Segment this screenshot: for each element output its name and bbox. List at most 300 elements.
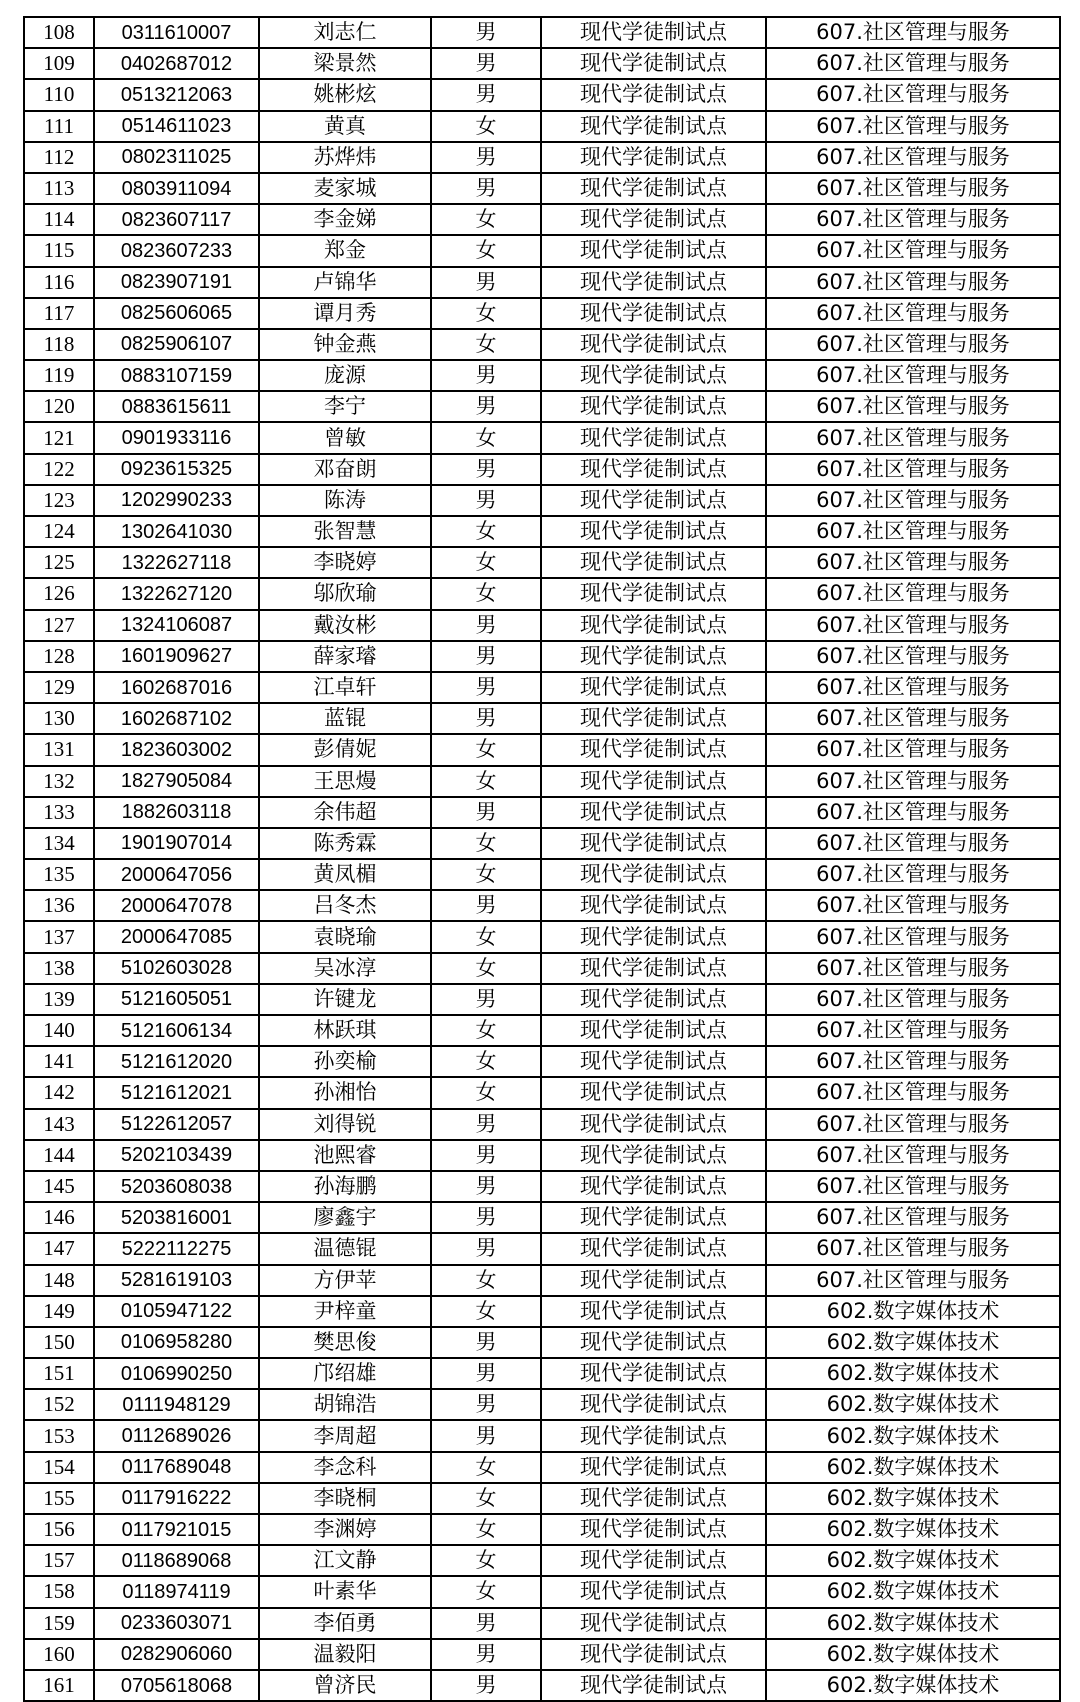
gender-cell: 男 [431,142,541,173]
student-name-cell: 林跃琪 [259,1015,431,1046]
student-name-cell: 邝绍雄 [259,1358,431,1389]
row-number-cell: 151 [24,1358,94,1389]
major-cell: 607.社区管理与服务 [766,953,1060,984]
major-cell: 607.社区管理与服务 [766,204,1060,235]
program-type-cell: 现代学徒制试点 [541,547,766,578]
major-cell: 607.社区管理与服务 [766,984,1060,1015]
major-cell: 607.社区管理与服务 [766,797,1060,828]
student-name-cell: 李念科 [259,1452,431,1483]
program-type-cell: 现代学徒制试点 [541,1265,766,1296]
student-id-cell: 1324106087 [94,610,259,641]
student-name-cell: 梁景然 [259,48,431,79]
gender-cell: 女 [431,828,541,859]
major-cell: 607.社区管理与服务 [766,921,1060,952]
student-id-cell: 0803911094 [94,173,259,204]
gender-cell: 男 [431,610,541,641]
gender-cell: 女 [431,111,541,142]
table-row [24,703,1060,734]
program-type-cell: 现代学徒制试点 [541,454,766,485]
row-number-cell: 148 [24,1265,94,1296]
table-row [24,828,1060,859]
gender-cell: 女 [431,1265,541,1296]
table-row [24,1358,1060,1389]
student-name-cell: 苏烨炜 [259,142,431,173]
row-number-cell: 118 [24,329,94,360]
major-cell: 607.社区管理与服务 [766,360,1060,391]
student-id-cell: 1601909627 [94,641,259,672]
student-id-cell: 0923615325 [94,454,259,485]
program-type-cell: 现代学徒制试点 [541,79,766,110]
student-id-cell: 0106990250 [94,1358,259,1389]
gender-cell: 男 [431,1358,541,1389]
student-id-cell: 0883107159 [94,360,259,391]
program-type-cell: 现代学徒制试点 [541,1202,766,1233]
row-number-cell: 124 [24,516,94,547]
row-number-cell: 128 [24,641,94,672]
table-row [24,766,1060,797]
row-number-cell: 160 [24,1639,94,1670]
student-name-cell: 曾济民 [259,1670,431,1701]
table-row [24,1389,1060,1420]
table-row [24,1296,1060,1327]
row-number-cell: 111 [24,111,94,142]
program-type-cell: 现代学徒制试点 [541,142,766,173]
gender-cell: 男 [431,672,541,703]
gender-cell: 女 [431,1514,541,1545]
gender-cell: 男 [431,1608,541,1639]
program-type-cell: 现代学徒制试点 [541,1046,766,1077]
student-id-cell: 5121606134 [94,1015,259,1046]
major-cell: 607.社区管理与服务 [766,828,1060,859]
table-row [24,485,1060,516]
gender-cell: 男 [431,703,541,734]
program-type-cell: 现代学徒制试点 [541,391,766,422]
table-row [24,1015,1060,1046]
program-type-cell: 现代学徒制试点 [541,1389,766,1420]
program-type-cell: 现代学徒制试点 [541,1171,766,1202]
table-row [24,672,1060,703]
major-cell: 607.社区管理与服务 [766,1140,1060,1171]
major-cell: 607.社区管理与服务 [766,1171,1060,1202]
student-name-cell: 钟金燕 [259,329,431,360]
gender-cell: 男 [431,1420,541,1451]
program-type-cell: 现代学徒制试点 [541,703,766,734]
major-cell: 607.社区管理与服务 [766,516,1060,547]
program-type-cell: 现代学徒制试点 [541,111,766,142]
table-row [24,610,1060,641]
major-cell: 607.社区管理与服务 [766,1015,1060,1046]
major-cell: 602.数字媒体技术 [766,1358,1060,1389]
table-row [24,111,1060,142]
program-type-cell: 现代学徒制试点 [541,204,766,235]
student-id-cell: 1901907014 [94,828,259,859]
student-name-cell: 李金娣 [259,204,431,235]
major-cell: 607.社区管理与服务 [766,454,1060,485]
major-cell: 607.社区管理与服务 [766,890,1060,921]
student-name-cell: 王思熳 [259,766,431,797]
table-row [24,422,1060,453]
major-cell: 607.社区管理与服务 [766,298,1060,329]
program-type-cell: 现代学徒制试点 [541,267,766,298]
table-row [24,267,1060,298]
major-cell: 602.数字媒体技术 [766,1389,1060,1420]
table-row [24,1452,1060,1483]
student-name-cell: 郑金 [259,235,431,266]
student-name-cell: 黄凤楣 [259,859,431,890]
program-type-cell: 现代学徒制试点 [541,1358,766,1389]
major-cell: 607.社区管理与服务 [766,547,1060,578]
student-name-cell: 樊思俊 [259,1327,431,1358]
student-name-cell: 吕冬杰 [259,890,431,921]
student-name-cell: 江文静 [259,1545,431,1576]
gender-cell: 男 [431,1327,541,1358]
program-type-cell: 现代学徒制试点 [541,1109,766,1140]
student-roster-table [23,16,1061,1702]
major-cell: 607.社区管理与服务 [766,1109,1060,1140]
student-id-cell: 0106958280 [94,1327,259,1358]
row-number-cell: 132 [24,766,94,797]
student-id-cell: 1302641030 [94,516,259,547]
table-row [24,1670,1060,1701]
gender-cell: 女 [431,921,541,952]
table-row [24,48,1060,79]
student-id-cell: 5202103439 [94,1140,259,1171]
major-cell: 607.社区管理与服务 [766,578,1060,609]
program-type-cell: 现代学徒制试点 [541,1327,766,1358]
row-number-cell: 122 [24,454,94,485]
program-type-cell: 现代学徒制试点 [541,329,766,360]
student-id-cell: 0823607233 [94,235,259,266]
gender-cell: 男 [431,173,541,204]
gender-cell: 男 [431,360,541,391]
student-name-cell: 庞源 [259,360,431,391]
program-type-cell: 现代学徒制试点 [541,797,766,828]
table-row [24,641,1060,672]
row-number-cell: 121 [24,422,94,453]
table-row [24,360,1060,391]
gender-cell: 男 [431,641,541,672]
major-cell: 607.社区管理与服务 [766,1202,1060,1233]
student-name-cell: 陈涛 [259,485,431,516]
major-cell: 607.社区管理与服务 [766,422,1060,453]
table-row [24,797,1060,828]
major-cell: 607.社区管理与服务 [766,672,1060,703]
table-row [24,17,1060,48]
gender-cell: 男 [431,890,541,921]
student-name-cell: 谭月秀 [259,298,431,329]
major-cell: 607.社区管理与服务 [766,142,1060,173]
table-row [24,391,1060,422]
student-id-cell: 2000647085 [94,921,259,952]
table-row [24,329,1060,360]
gender-cell: 女 [431,547,541,578]
student-name-cell: 叶素华 [259,1576,431,1607]
row-number-cell: 152 [24,1389,94,1420]
row-number-cell: 134 [24,828,94,859]
student-id-cell: 5102603028 [94,953,259,984]
row-number-cell: 116 [24,267,94,298]
program-type-cell: 现代学徒制试点 [541,173,766,204]
student-id-cell: 0118974119 [94,1576,259,1607]
gender-cell: 男 [431,391,541,422]
program-type-cell: 现代学徒制试点 [541,859,766,890]
table-row [24,1265,1060,1296]
table-row [24,454,1060,485]
gender-cell: 女 [431,422,541,453]
student-name-cell: 李渊婷 [259,1514,431,1545]
student-name-cell: 余伟超 [259,797,431,828]
student-name-cell: 温德锟 [259,1233,431,1264]
student-id-cell: 5203608038 [94,1171,259,1202]
student-id-cell: 2000647056 [94,859,259,890]
gender-cell: 女 [431,1296,541,1327]
student-id-cell: 1602687016 [94,672,259,703]
table-row [24,173,1060,204]
student-id-cell: 0105947122 [94,1296,259,1327]
major-cell: 607.社区管理与服务 [766,17,1060,48]
gender-cell: 男 [431,267,541,298]
row-number-cell: 108 [24,17,94,48]
gender-cell: 男 [431,485,541,516]
student-name-cell: 孙海鹏 [259,1171,431,1202]
major-cell: 602.数字媒体技术 [766,1327,1060,1358]
student-name-cell: 蓝锟 [259,703,431,734]
row-number-cell: 155 [24,1483,94,1514]
gender-cell: 女 [431,1077,541,1108]
student-name-cell: 薛家璿 [259,641,431,672]
student-name-cell: 胡锦浩 [259,1389,431,1420]
student-name-cell: 孙奕榆 [259,1046,431,1077]
program-type-cell: 现代学徒制试点 [541,1608,766,1639]
student-id-cell: 1322627118 [94,547,259,578]
gender-cell: 女 [431,1483,541,1514]
table-row [24,1202,1060,1233]
program-type-cell: 现代学徒制试点 [541,766,766,797]
major-cell: 607.社区管理与服务 [766,267,1060,298]
gender-cell: 女 [431,329,541,360]
program-type-cell: 现代学徒制试点 [541,235,766,266]
gender-cell: 女 [431,766,541,797]
major-cell: 607.社区管理与服务 [766,48,1060,79]
table-row [24,547,1060,578]
gender-cell: 女 [431,1015,541,1046]
row-number-cell: 123 [24,485,94,516]
student-id-cell: 0112689026 [94,1420,259,1451]
program-type-cell: 现代学徒制试点 [541,485,766,516]
table-row [24,1046,1060,1077]
student-name-cell: 李佰勇 [259,1608,431,1639]
student-id-cell: 0402687012 [94,48,259,79]
gender-cell: 女 [431,578,541,609]
table-row [24,1109,1060,1140]
table-row [24,921,1060,952]
student-name-cell: 邬欣瑜 [259,578,431,609]
table-row [24,142,1060,173]
program-type-cell: 现代学徒制试点 [541,610,766,641]
row-number-cell: 114 [24,204,94,235]
program-type-cell: 现代学徒制试点 [541,1452,766,1483]
table-row [24,1420,1060,1451]
student-id-cell: 0802311025 [94,142,259,173]
major-cell: 607.社区管理与服务 [766,173,1060,204]
table-row [24,1639,1060,1670]
program-type-cell: 现代学徒制试点 [541,422,766,453]
program-type-cell: 现代学徒制试点 [541,1483,766,1514]
program-type-cell: 现代学徒制试点 [541,828,766,859]
student-name-cell: 廖鑫宇 [259,1202,431,1233]
table-row [24,516,1060,547]
table-row [24,953,1060,984]
major-cell: 607.社区管理与服务 [766,111,1060,142]
program-type-cell: 现代学徒制试点 [541,298,766,329]
row-number-cell: 137 [24,921,94,952]
gender-cell: 男 [431,797,541,828]
student-id-cell: 5122612057 [94,1109,259,1140]
row-number-cell: 130 [24,703,94,734]
major-cell: 602.数字媒体技术 [766,1420,1060,1451]
program-type-cell: 现代学徒制试点 [541,1077,766,1108]
student-id-cell: 1823603002 [94,734,259,765]
gender-cell: 女 [431,734,541,765]
row-number-cell: 135 [24,859,94,890]
student-name-cell: 戴汝彬 [259,610,431,641]
major-cell: 602.数字媒体技术 [766,1639,1060,1670]
gender-cell: 女 [431,1046,541,1077]
student-name-cell: 黄真 [259,111,431,142]
table-row [24,204,1060,235]
major-cell: 607.社区管理与服务 [766,641,1060,672]
major-cell: 607.社区管理与服务 [766,703,1060,734]
row-number-cell: 153 [24,1420,94,1451]
row-number-cell: 149 [24,1296,94,1327]
table-row [24,1483,1060,1514]
student-id-cell: 1322627120 [94,578,259,609]
row-number-cell: 136 [24,890,94,921]
major-cell: 602.数字媒体技术 [766,1296,1060,1327]
program-type-cell: 现代学徒制试点 [541,1514,766,1545]
student-id-cell: 0117921015 [94,1514,259,1545]
row-number-cell: 139 [24,984,94,1015]
major-cell: 602.数字媒体技术 [766,1670,1060,1701]
gender-cell: 女 [431,953,541,984]
row-number-cell: 150 [24,1327,94,1358]
major-cell: 607.社区管理与服务 [766,235,1060,266]
gender-cell: 男 [431,1202,541,1233]
student-name-cell: 李宁 [259,391,431,422]
row-number-cell: 129 [24,672,94,703]
gender-cell: 女 [431,859,541,890]
row-number-cell: 145 [24,1171,94,1202]
row-number-cell: 158 [24,1576,94,1607]
program-type-cell: 现代学徒制试点 [541,641,766,672]
table-row [24,235,1060,266]
table-row [24,1233,1060,1264]
row-number-cell: 161 [24,1670,94,1701]
student-id-cell: 0901933116 [94,422,259,453]
program-type-cell: 现代学徒制试点 [541,1545,766,1576]
student-id-cell: 0311610007 [94,17,259,48]
row-number-cell: 146 [24,1202,94,1233]
student-name-cell: 李周超 [259,1420,431,1451]
major-cell: 607.社区管理与服务 [766,391,1060,422]
student-id-cell: 1882603118 [94,797,259,828]
major-cell: 607.社区管理与服务 [766,485,1060,516]
row-number-cell: 142 [24,1077,94,1108]
row-number-cell: 154 [24,1452,94,1483]
gender-cell: 男 [431,1670,541,1701]
program-type-cell: 现代学徒制试点 [541,1296,766,1327]
program-type-cell: 现代学徒制试点 [541,1015,766,1046]
table-row [24,1171,1060,1202]
row-number-cell: 115 [24,235,94,266]
row-number-cell: 113 [24,173,94,204]
student-id-cell: 0825606065 [94,298,259,329]
major-cell: 602.数字媒体技术 [766,1483,1060,1514]
gender-cell: 男 [431,79,541,110]
major-cell: 602.数字媒体技术 [766,1576,1060,1607]
program-type-cell: 现代学徒制试点 [541,984,766,1015]
row-number-cell: 144 [24,1140,94,1171]
gender-cell: 男 [431,1389,541,1420]
student-id-cell: 0513212063 [94,79,259,110]
row-number-cell: 110 [24,79,94,110]
student-id-cell: 1602687102 [94,703,259,734]
program-type-cell: 现代学徒制试点 [541,1420,766,1451]
major-cell: 607.社区管理与服务 [766,1233,1060,1264]
table-row [24,298,1060,329]
student-name-cell: 刘得锐 [259,1109,431,1140]
table-row [24,1077,1060,1108]
table-row [24,734,1060,765]
program-type-cell: 现代学徒制试点 [541,1140,766,1171]
row-number-cell: 125 [24,547,94,578]
table-row [24,79,1060,110]
gender-cell: 男 [431,1639,541,1670]
student-name-cell: 李晓婷 [259,547,431,578]
major-cell: 602.数字媒体技术 [766,1545,1060,1576]
student-id-cell: 5121612020 [94,1046,259,1077]
major-cell: 602.数字媒体技术 [766,1514,1060,1545]
major-cell: 607.社区管理与服务 [766,610,1060,641]
student-name-cell: 尹梓童 [259,1296,431,1327]
student-id-cell: 5281619103 [94,1265,259,1296]
program-type-cell: 现代学徒制试点 [541,1576,766,1607]
program-type-cell: 现代学徒制试点 [541,516,766,547]
gender-cell: 男 [431,48,541,79]
gender-cell: 女 [431,516,541,547]
row-number-cell: 141 [24,1046,94,1077]
table-row [24,578,1060,609]
program-type-cell: 现代学徒制试点 [541,1670,766,1701]
major-cell: 607.社区管理与服务 [766,766,1060,797]
major-cell: 607.社区管理与服务 [766,329,1060,360]
major-cell: 607.社区管理与服务 [766,1046,1060,1077]
student-id-cell: 0118689068 [94,1545,259,1576]
program-type-cell: 现代学徒制试点 [541,48,766,79]
gender-cell: 男 [431,1233,541,1264]
row-number-cell: 112 [24,142,94,173]
program-type-cell: 现代学徒制试点 [541,953,766,984]
row-number-cell: 133 [24,797,94,828]
row-number-cell: 120 [24,391,94,422]
student-name-cell: 姚彬炫 [259,79,431,110]
student-id-cell: 0823607117 [94,204,259,235]
student-id-cell: 0883615611 [94,391,259,422]
student-name-cell: 方伊苹 [259,1265,431,1296]
gender-cell: 男 [431,454,541,485]
student-id-cell: 1202990233 [94,485,259,516]
student-id-cell: 5222112275 [94,1233,259,1264]
